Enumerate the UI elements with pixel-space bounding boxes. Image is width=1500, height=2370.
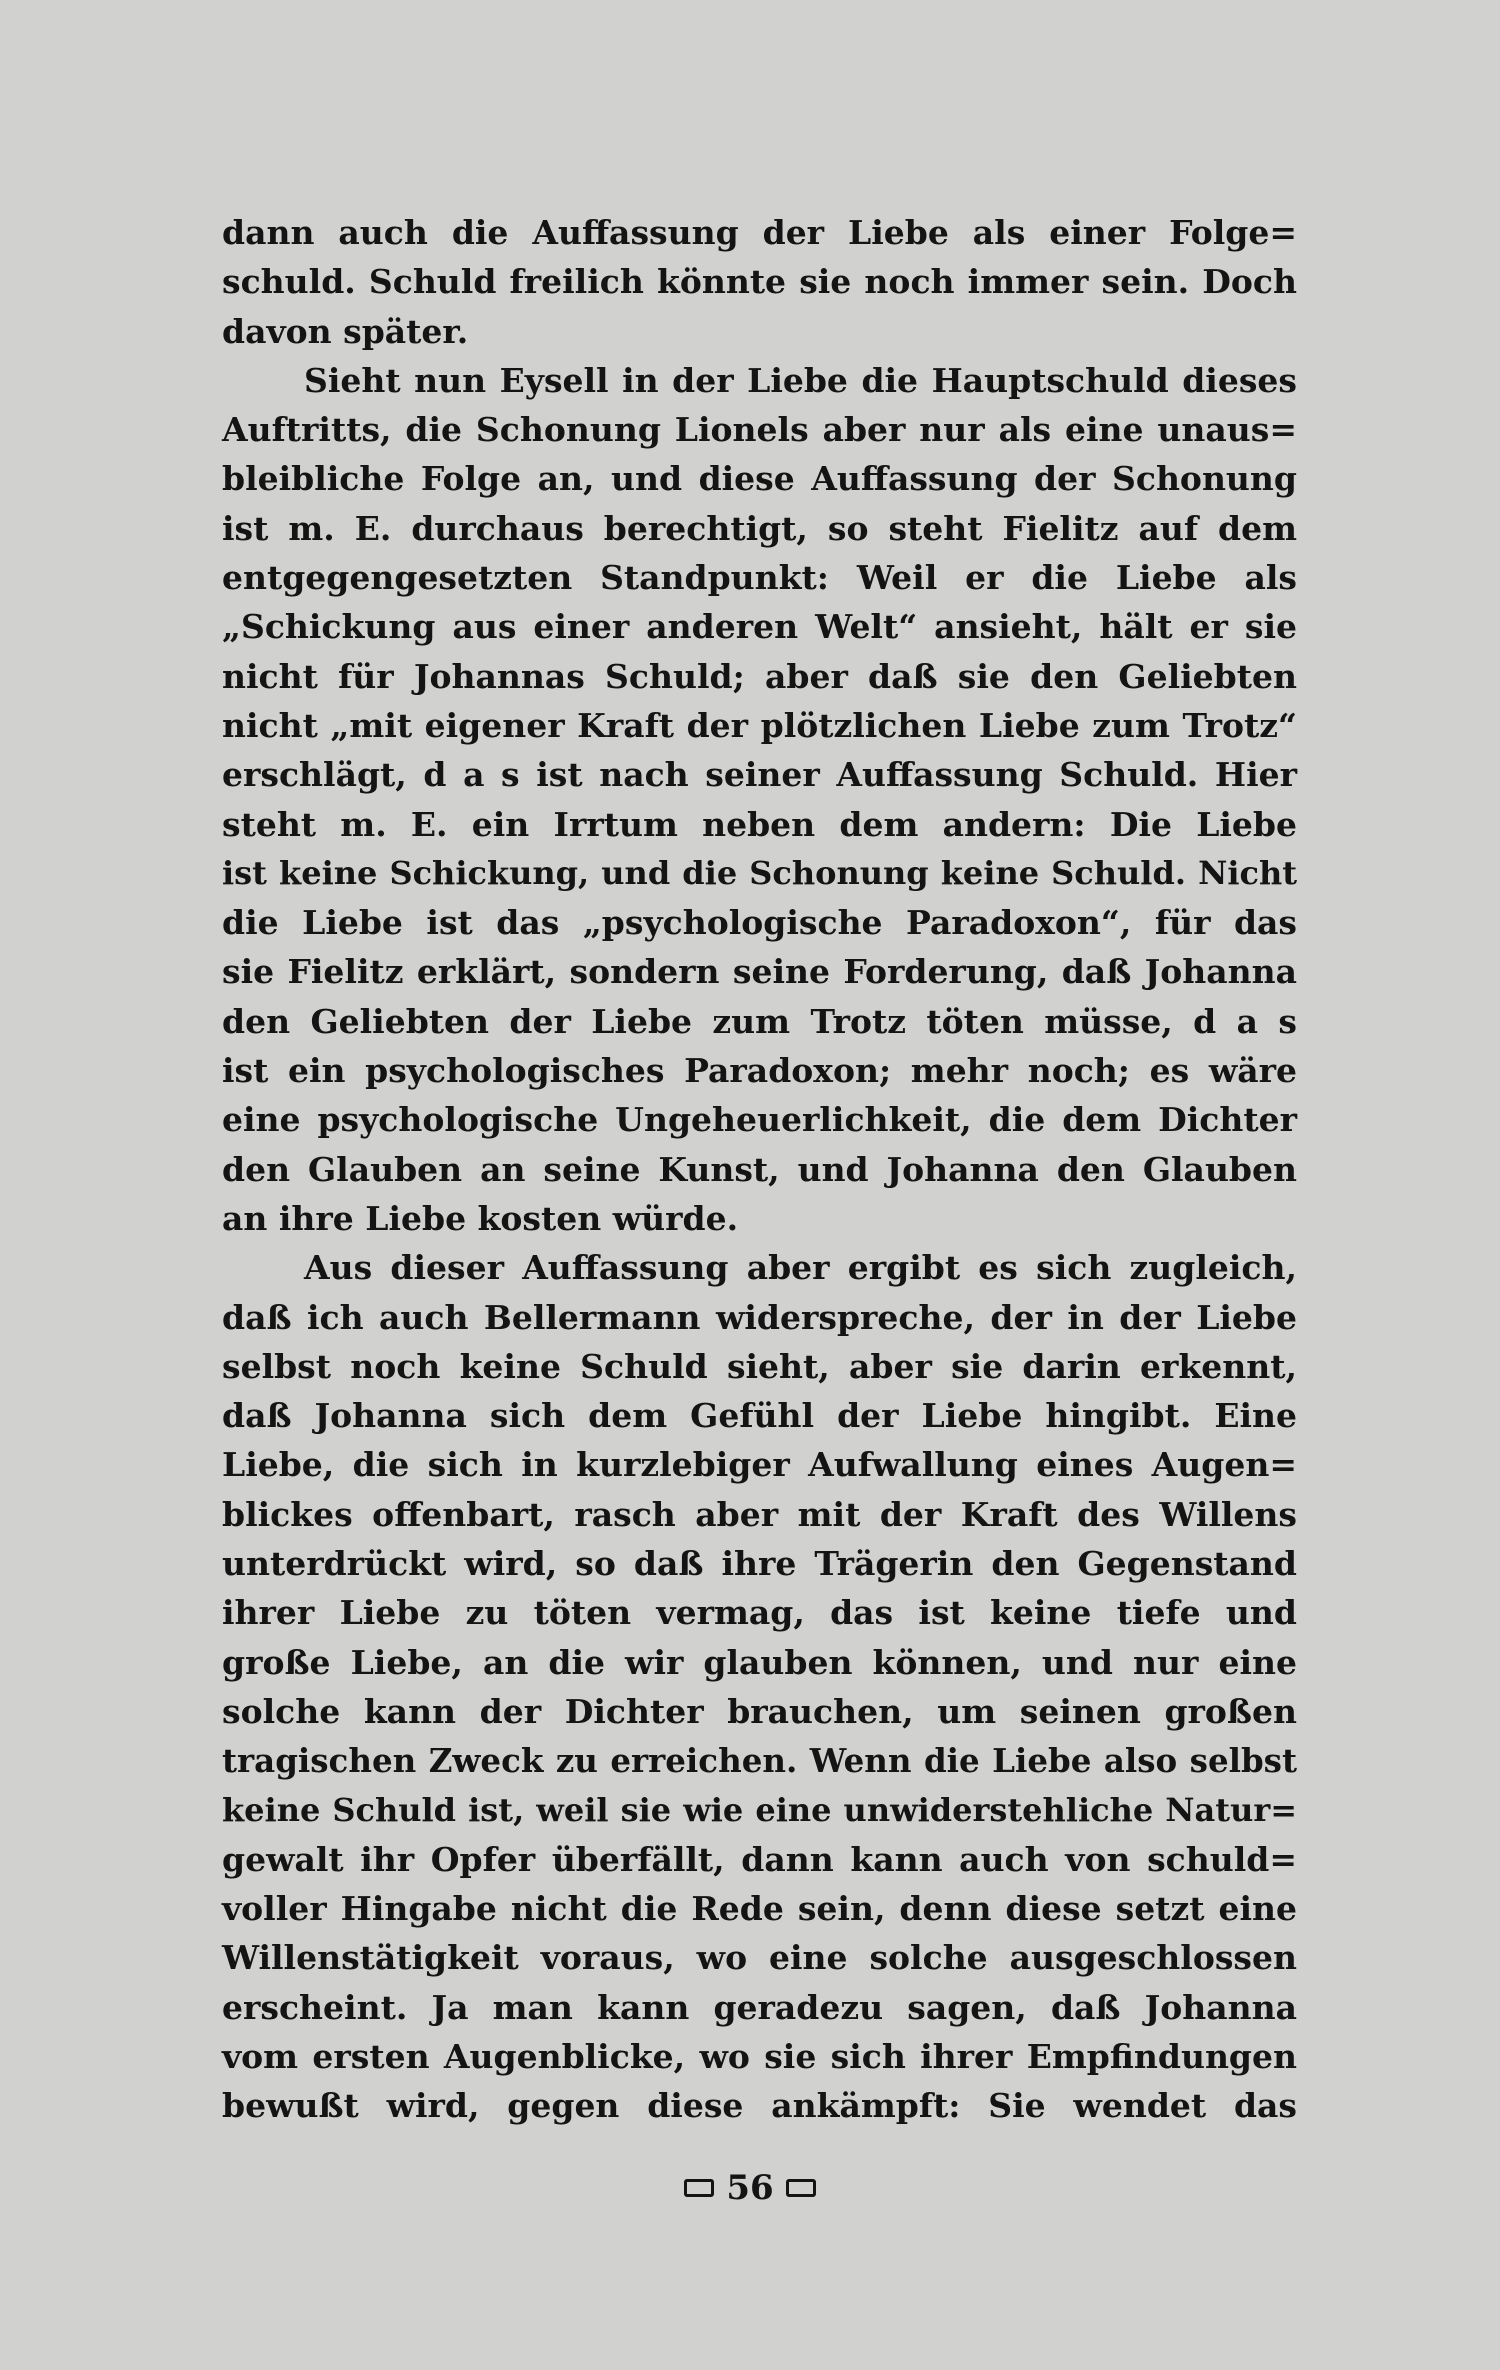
page-number: 56 bbox=[726, 2168, 774, 2208]
text-line: voller Hingabe nicht die Rede sein, denn diese setzt eine bbox=[222, 1889, 1297, 1929]
text-line: „Schickung aus einer anderen Welt“ ansieht, hält er sie bbox=[222, 607, 1297, 647]
ornament-box-icon bbox=[786, 2179, 816, 2197]
text-line: den Glauben an seine Kunst, und Johanna den Glauben bbox=[222, 1149, 1297, 1189]
text-line: solche kann der Dichter brauchen, um seinen großen bbox=[222, 1691, 1297, 1731]
text-line: dann auch die Auffassung der Liebe als einer Folge= bbox=[222, 213, 1297, 252]
text-line: sie Fielitz erklärt, sondern seine Forderung, daß Johanna bbox=[222, 952, 1297, 992]
text-line: Sieht nun Eysell in der Liebe die Hauptschuld dieses bbox=[304, 360, 1297, 400]
text-line: nicht für Johannas Schuld; aber daß sie den Geliebten bbox=[222, 656, 1297, 696]
text-line: schuld. Schuld freilich könnte sie noch immer sein. Doch bbox=[222, 262, 1297, 302]
ornament-box-icon bbox=[684, 2179, 714, 2197]
text-line: erschlägt, d a s ist nach seiner Auffassung Schuld. Hier bbox=[222, 755, 1297, 795]
text-line: nicht „mit eigener Kraft der plötzlichen Liebe zum Trotz“ bbox=[222, 705, 1297, 745]
text-line: bleibliche Folge an, und diese Auffassung der Schonung bbox=[222, 459, 1297, 499]
text-line: Auftritts, die Schonung Lionels aber nur als eine unaus= bbox=[222, 410, 1297, 450]
text-line: daß Johanna sich dem Gefühl der Liebe hingibt. Eine bbox=[222, 1396, 1297, 1436]
text-line: unterdrückt wird, so daß ihre Trägerin den Gegenstand bbox=[222, 1544, 1297, 1584]
text-line: daß ich auch Bellermann widerspreche, der in der Liebe bbox=[222, 1297, 1297, 1337]
text-line: die Liebe ist das „psychologische Paradoxon“, für das bbox=[222, 903, 1297, 943]
text-line: an ihre Liebe kosten würde. bbox=[222, 1198, 739, 1238]
text-line: blickes offenbart, rasch aber mit der Kraft des Willens bbox=[222, 1494, 1297, 1534]
page-number-footer bbox=[0, 2168, 1500, 2208]
text-line: den Geliebten der Liebe zum Trotz töten müsse, d a s bbox=[222, 1001, 1297, 1041]
text-line: erscheint. Ja man kann geradezu sagen, daß Johanna bbox=[222, 1987, 1297, 2027]
text-line: ist keine Schickung, und die Schonung keine Schuld. Nicht bbox=[222, 853, 1297, 892]
text-line: eine psychologische Ungeheuerlichkeit, die dem Dichter bbox=[222, 1100, 1297, 1140]
text-line: keine Schuld ist, weil sie wie eine unwiderstehliche Natur= bbox=[222, 1790, 1297, 1829]
text-line: selbst noch keine Schuld sieht, aber sie darin erkennt, bbox=[222, 1346, 1297, 1386]
text-line: tragischen Zweck zu erreichen. Wenn die Liebe also selbst bbox=[222, 1741, 1297, 1781]
text-line: steht m. E. ein Irrtum neben dem andern: Die Liebe bbox=[222, 804, 1297, 844]
text-line: ist m. E. durchaus berechtigt, so steht Fielitz auf dem bbox=[222, 508, 1297, 548]
body-text bbox=[222, 208, 1297, 2131]
text-line: ist ein psychologisches Paradoxon; mehr noch; es wäre bbox=[222, 1051, 1297, 1091]
text-line: Liebe, die sich in kurzlebiger Aufwallung eines Augen= bbox=[222, 1445, 1297, 1485]
text-line: ihrer Liebe zu töten vermag, das ist keine tiefe und bbox=[222, 1593, 1297, 1633]
text-line: gewalt ihr Opfer überfällt, dann kann auch von schuld= bbox=[222, 1839, 1297, 1879]
text-line: bewußt wird, gegen diese ankämpft: Sie wendet das bbox=[222, 2086, 1297, 2126]
text-line: entgegengesetzten Standpunkt: Weil er die Liebe als bbox=[222, 558, 1297, 598]
text-line: davon später. bbox=[222, 311, 469, 351]
text-line: große Liebe, an die wir glauben können, und nur eine bbox=[222, 1642, 1297, 1682]
text-line: Aus dieser Auffassung aber ergibt es sich zugleich, bbox=[304, 1248, 1297, 1288]
text-line: vom ersten Augenblicke, wo sie sich ihrer Empfindungen bbox=[222, 2036, 1297, 2076]
text-line: Willenstätigkeit voraus, wo eine solche ausgeschlossen bbox=[222, 1938, 1297, 1978]
